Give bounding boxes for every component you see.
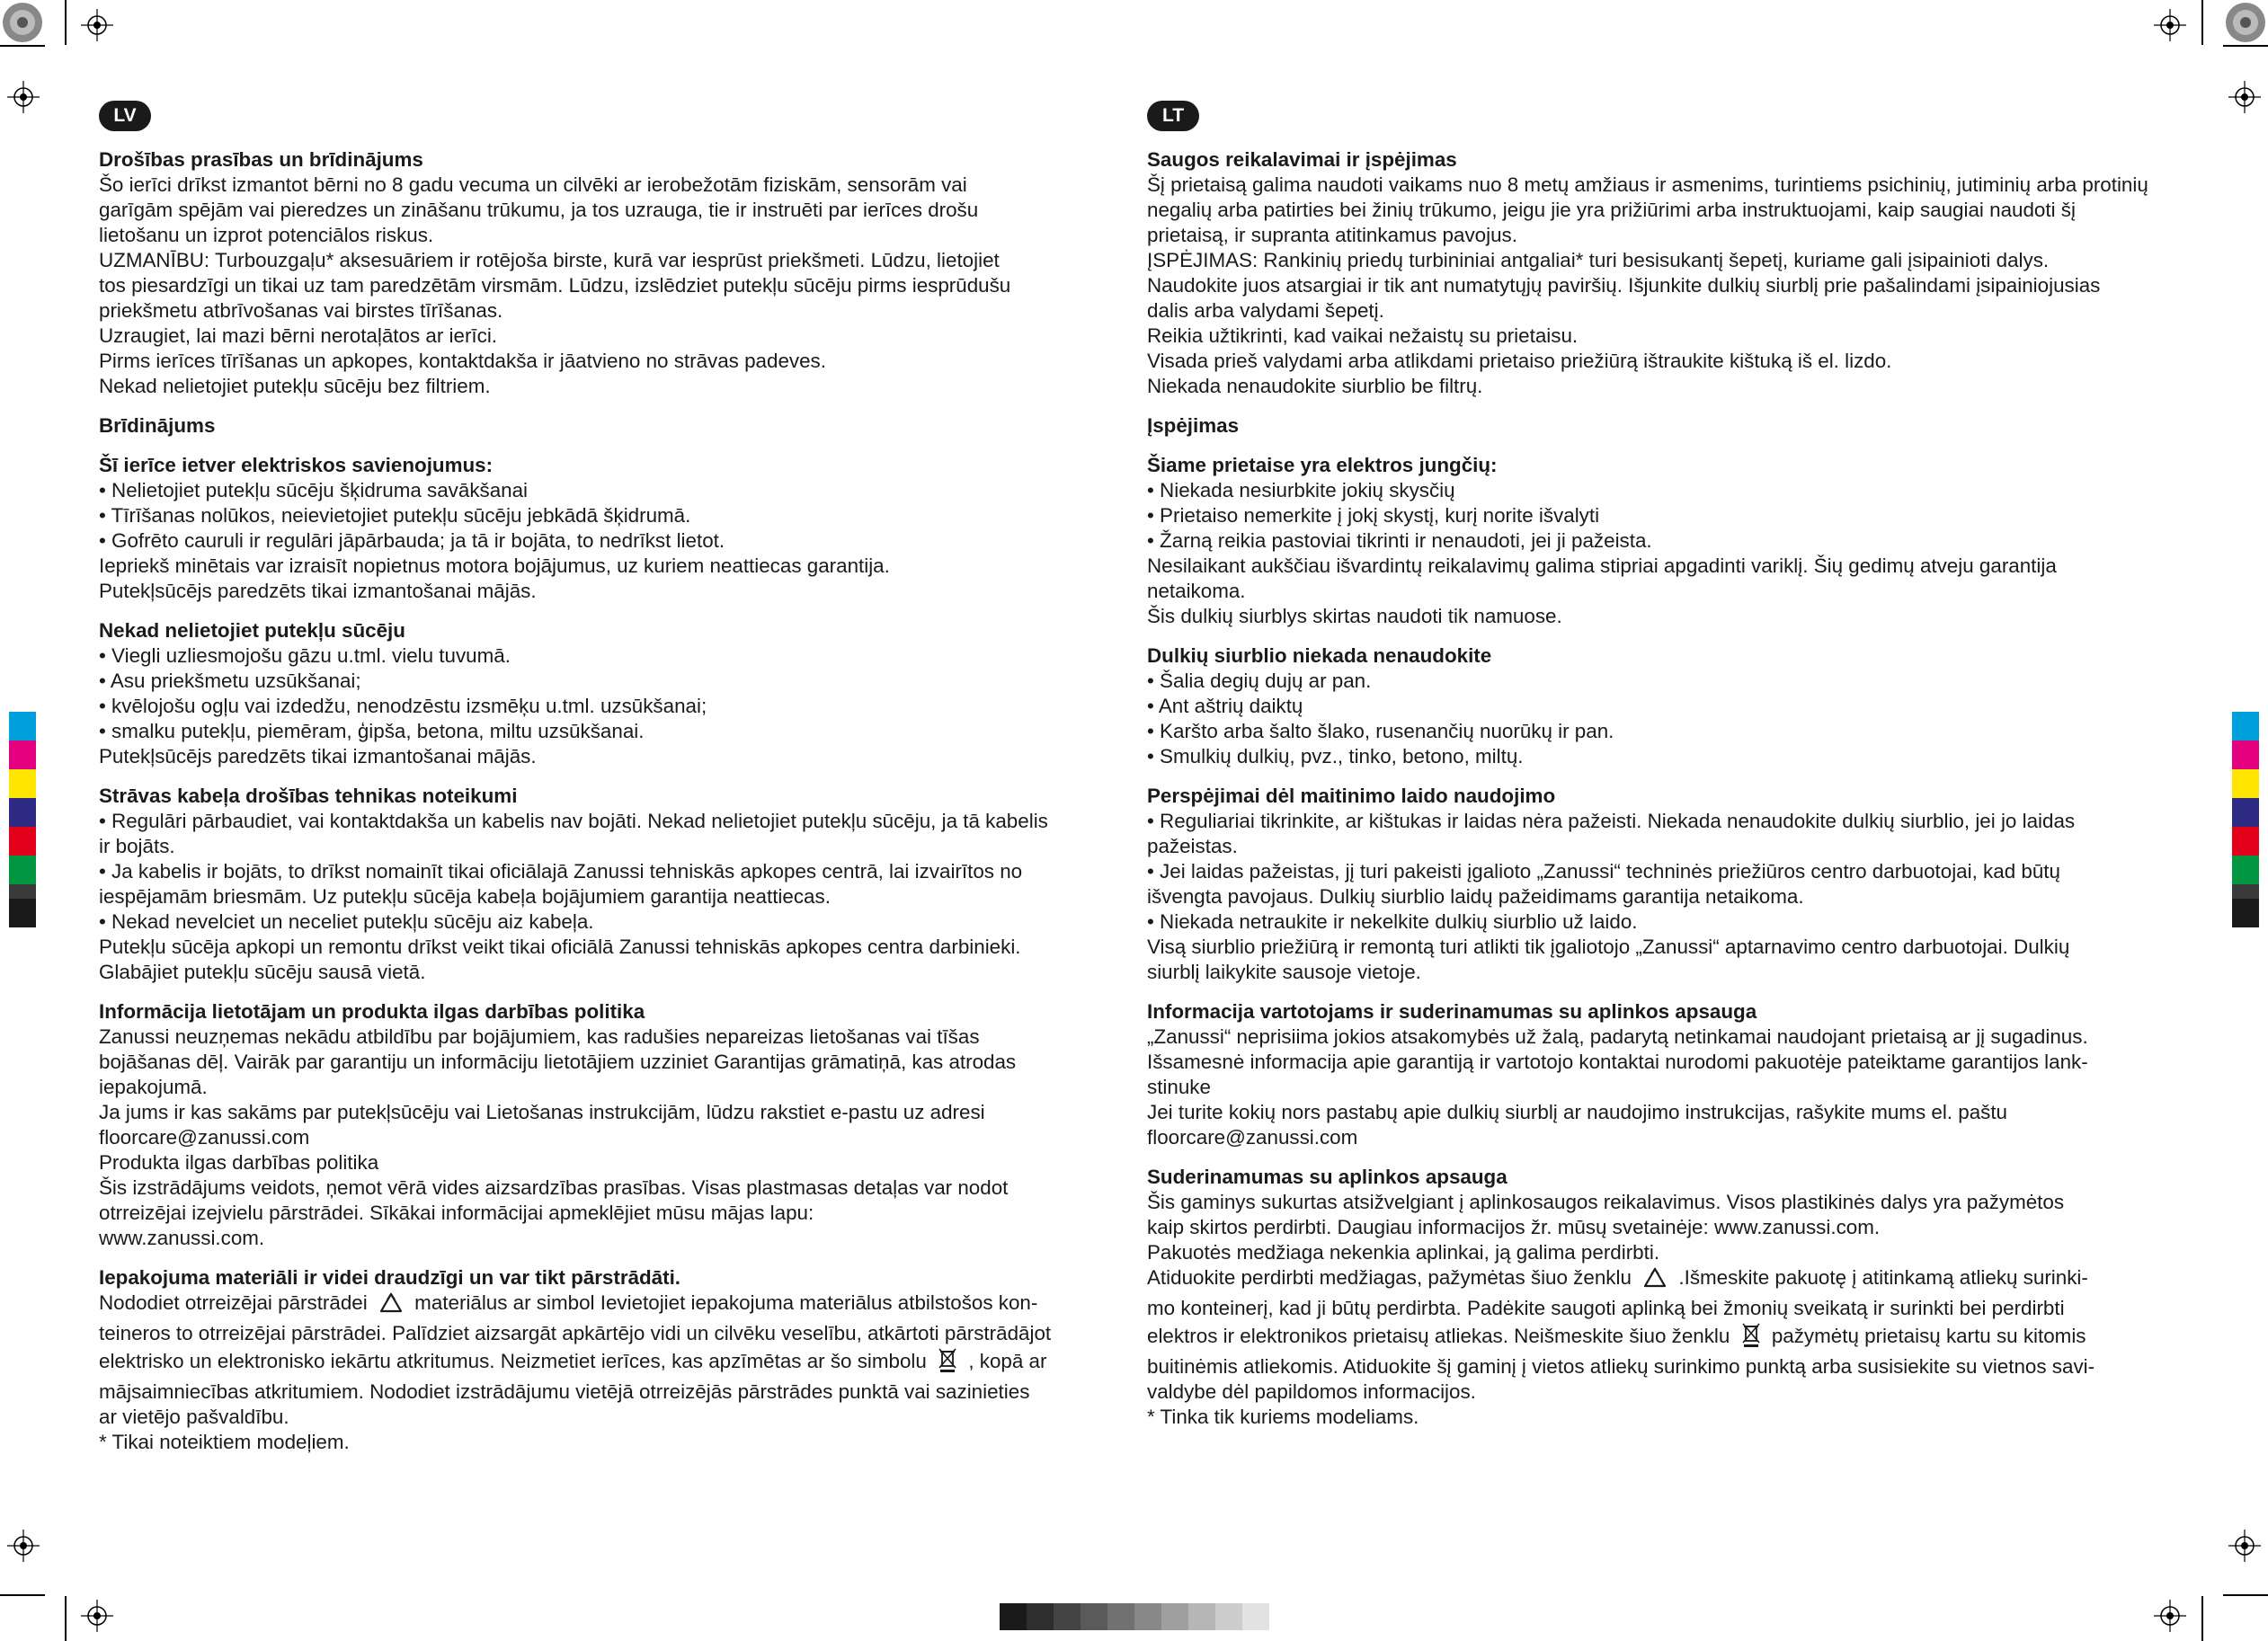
section-title: Nekad nelietojiet putekļu sūcēju [99, 619, 405, 642]
section-never-use-lv [99, 618, 1124, 769]
registration-mark-icon [2228, 1530, 2261, 1562]
section-electrical-lv [99, 453, 1124, 604]
section-title: Informacija vartotojams ir suderinamumas su aplinkos apsauga [1147, 1000, 1757, 1023]
environment-line-2: mo konteinerį, kad ji būtų perdirbta. Padėkite saugoti aplinką bei žmonių sveikatą ir surinkti bei perdirbti [1147, 1297, 2065, 1319]
crossed-bin-icon [938, 1346, 957, 1379]
section-title: Drošības prasības un brīdinājums [99, 148, 423, 171]
language-badge-lv: LV [99, 101, 151, 131]
star-target-icon [0, 0, 45, 45]
section-environment-lt [1147, 1165, 2172, 1430]
registration-mark-icon [7, 1530, 40, 1562]
registration-mark-icon [81, 9, 113, 41]
crop-line [0, 1594, 45, 1596]
section-info-lt [1147, 999, 2172, 1150]
crop-line [2201, 1596, 2203, 1641]
column-lv [99, 101, 1124, 1469]
environment-line-1: Atiduokite perdirbti medžiagas, pažymėtas šiuo ženklu .Išmeskite pakuotę į atitinkamą atliekų surinki- [1147, 1265, 2172, 1296]
section-title: Perspėjimai dėl maitinimo laido naudojimo [1147, 785, 1556, 807]
packaging-rest: mājsaimniecības atkritumiem. Nododiet izstrādājumu vietējā otrreizējās pārstrādes punktā vai sazinieties ar vietējo pašvaldību. * Tikai noteiktiem modeļiem. [99, 1380, 1030, 1453]
section-title: Dulkių siurblio niekada nenaudokite [1147, 644, 1492, 667]
section-title: Suderinamumas su aplinkos apsauga [1147, 1166, 1508, 1188]
crop-line [0, 45, 45, 47]
section-body: Šo ierīci drīkst izmantot bērni no 8 gadu vecuma un cilvēki ar ierobežotām fiziskām, sensorām vai garīgām spējām vai pieredzes un zināšanu trūkumu, ja tos uzrauga, tie ir instruēti par ierīces drošu lietošanu un izprot potenciālos riskus. UZMANĪBU: Turbouzgaļu* aksesuāriem ir rotējoša birste, kurā var iesprūst priekšmeti. Lūdzu, lietojiet tos piesardzīgi un tikai uz tam paredzētām virsmām. Lūdzu, izslēdziet putekļu sūcēju pirms iesprūdušu priekšmetu atbrīvošanas vai birstes tīrīšanas. Uzraugiet, lai mazi bērni nerotaļātos ar ierīci. Pirms ierīces tīrīšanas un apkopes, kontaktdakša ir jāatvieno no strāvas padeves. Nekad nelietojiet putekļu sūcēju bez filtriem. [99, 173, 1011, 397]
section-title: Šiame prietaise yra elektros jungčių: [1147, 454, 1498, 476]
section-title: Įspėjimas [1147, 414, 1240, 437]
section-safety-lt [1147, 147, 2172, 399]
registration-mark-icon [2154, 1600, 2186, 1632]
crop-line [2223, 45, 2268, 47]
section-never-use-lt [1147, 643, 2172, 769]
section-warning-lv [99, 413, 1124, 439]
section-body: • Regulāri pārbaudiet, vai kontaktdakša un kabelis nav bojāti. Nekad nelietojiet putekļu sūcēju, ja tā kabelis ir bojāts. • Ja kabelis ir bojāts, to drīkst nomainīt tikai oficiālajā Zanussi tehniskās apkopes centrā, lai izvairītos no iespējamām briesmām. Uz putekļu sūcēja kabeļa bojājumiem garantija neattiecas. • Nekad nevelciet un neceliet putekļu sūcēju aiz kabeļa. Putekļu sūcēja apkopi un remontu drīkst veikt tikai oficiālā Zanussi tehniskās apkopes centra darbinieki. Glabājiet putekļu sūcēju sausā vietā. [99, 810, 1048, 983]
section-warning-lt [1147, 413, 2172, 439]
section-title: Informācija lietotājam un produkta ilgas darbības politika [99, 1000, 645, 1023]
registration-mark-icon [2228, 81, 2261, 113]
section-title: Saugos reikalavimai ir įspėjimas [1147, 148, 1457, 171]
section-body: Zanussi neuzņemas nekādu atbildību par bojājumiem, kas radušies nepareizas lietošanas vai tīšas bojāšanas dēļ. Vairāk par garantiju un informāciju lietotājiem uzziniet Garantijas grāmatiņā, kas atrodas iepakojumā. Ja jums ir kas sakāms par putekļsūcēju vai Lietošanas instrukcijām, lūdzu rakstiet e-pastu uz adresi floorcare@zanussi.com Produkta ilgas darbības politika Šis izstrādājums veidots, ņemot vērā vides aizsardzības prasības. Visas plastmasas detaļas var nodot otrreizējai izejvielu pārstrādei. Sīkākai informācijai apmeklējiet mūsu mājas lapu: www.zanussi.com. [99, 1025, 1017, 1249]
crop-line [65, 1596, 67, 1641]
crossed-bin-icon [1741, 1321, 1761, 1354]
section-body: „Zanussi“ neprisiima jokios atsakomybės už žalą, padarytą netinkamai naudojant prietaisą ar jį sugadinus. Išsamesnė informacija apie garantiją ir vartotojo kontaktai nurodomi pakuotėje pateiktame garantijos lank- stinuke Jei turite kokių nors pastabų apie dulkių siurblį ar naudojimo instrukcijas, rašykite mums el. paštu floorcare@zanussi.com [1147, 1025, 2088, 1149]
crop-line [2223, 1594, 2268, 1596]
section-electrical-lt [1147, 453, 2172, 629]
registration-mark-icon [2154, 9, 2186, 41]
section-body: • Šalia degių dujų ar pan. • Ant aštrių daiktų • Karšto arba šalto šlako, rusenančių nuorūkų ir pan. • Smulkių dulkių, pvz., tinko, betono, miltų. [1147, 670, 1614, 767]
star-target-icon [2223, 0, 2268, 45]
crop-line [2201, 0, 2203, 45]
column-lt [1147, 101, 2172, 1444]
section-title: Šī ierīce ietver elektriskos savienojumus: [99, 454, 494, 476]
environment-line-3: elektros ir elektronikos prietaisų atliekas. Neišmeskite šiuo ženklu pažymėtų prietaisų kartu su kitomis [1147, 1321, 2172, 1354]
section-cable-lv [99, 784, 1124, 985]
section-body: Šis gaminys sukurtas atsižvelgiant į aplinkosaugos reikalavimus. Visos plastikinės dalys yra pažymėtos kaip skirtos perdirbti. Daugiau informacijos žr. mūsų svetainėje: www.zanussi.com. Pakuotės medžiaga nekenkia aplinkai, ją galima perdirbti. [1147, 1191, 2065, 1264]
crop-line [65, 0, 67, 45]
section-body: • Niekada nesiurbkite jokių skysčių • Prietaiso nemerkite į jokį skystį, kurį norite išvalyti • Žarną reikia pastoviai tikrinti ir nenaudoti, jei ji pažeista. Nesilaikant aukščiau išvardintų reikalavimų galima stipriai apgadinti variklį. Šių gedimų atveju garantija netaikoma. Šis dulkių siurblys skirtas naudoti tik namuose. [1147, 479, 2057, 627]
environment-rest: buitinėmis atliekomis. Atiduokite šį gaminį į vietos atliekų surinkimo punktą arba susisiekite su vietnos savi- valdybe dėl papildomos informacijos. * Tinka tik kuriems modeliams. [1147, 1355, 2095, 1428]
recycle-icon [1642, 1266, 1668, 1296]
section-body: • Reguliariai tikrinkite, ar kištukas ir laidas nėra pažeisti. Niekada nenaudokite dulkių siurblio, jei jo laidas pažeistas. • Jei laidas pažeistas, jį turi pakeisti įgalioto „Zanussi“ techninės priežiūros centro darbuotojai, kad būtų išvengta pavojaus. Dulkių siurblio laidų pažeidimams garantija netaikoma. • Niekada netraukite ir nekelkite dulkių siurblio už laido. Visą siurblio priežiūrą ir remontą turi atlikti tik įgaliotojo „Zanussi“ aptarnavimo centro darbuotojai. Dulkių siurblį laikykite sausoje vietoje. [1147, 810, 2076, 983]
registration-mark-icon [7, 81, 40, 113]
section-safety-lv [99, 147, 1124, 399]
language-badge-lt: LT [1147, 101, 1199, 131]
packaging-line-3: elektrisko un elektronisko iekārtu atkritumus. Neizmetiet ierīces, kas apzīmētas ar šo simbolu , kopā ar [99, 1346, 1124, 1379]
section-info-lv [99, 999, 1124, 1251]
section-title: Iepakojuma materiāli ir videi draudzīgi un var tikt pārstrādāti. [99, 1266, 681, 1289]
packaging-line-1: Nododiet otrreizējai pārstrādei materiālus ar simbol Ievietojiet iepakojuma materiālus atbilstošos kon- [99, 1291, 1124, 1321]
packaging-line-2: teineros to otrreizējai pārstrādei. Palīdziet aizsargāt apkārtējo vidi un cilvēku veselību, atkārtoti pārstrādājot [99, 1322, 1052, 1344]
section-title: Strāvas kabeļa drošības tehnikas noteikumi [99, 785, 518, 807]
recycle-icon [378, 1291, 404, 1321]
section-body: Šį prietaisą galima naudoti vaikams nuo 8 metų amžiaus ir asmenims, turintiems psichinių, jutiminių arba protinių negalių arba patirties bei žinių trūkumo, jeigu jie yra prižiūrimi arba instruktuojami, kaip saugiai naudoti šį prietaisą, ir supranta atitinkamus pavojus. ĮSPĖJIMAS: Rankinių priedų turbininiai antgaliai* turi besisukantį šepetį, kuriame gali įsipainioti dalys. Naudokite juos atsargiai ir tik ant numatytųjų paviršių. Išjunkite dulkių siurblį prie pašalindami įsipainiojusias dalis arba valydami šepetį. Reikia užtikrinti, kad vaikai nežaistų su prietaisu. Visada prieš valydami arba atlikdami prietaiso priežiūrą ištraukite kištuką iš el. lizdo. Niekada nenaudokite siurblio be filtrų. [1147, 173, 2148, 397]
registration-mark-icon [81, 1600, 113, 1632]
section-body: • Nelietojiet putekļu sūcēju šķidruma savākšanai • Tīrīšanas nolūkos, neievietojiet putekļu sūcēju jebkādā šķidrumā. • Gofrēto cauruli ir regulāri jāpārbauda; ja tā ir bojāta, to nedrīkst lietot. Iepriekš minētais var izraisīt nopietnus motora bojājumus, uz kuriem neattiecas garantija. Putekļsūcējs paredzēts tikai izmantošanai mājās. [99, 479, 890, 602]
section-cable-lt [1147, 784, 2172, 985]
section-body: • Viegli uzliesmojošu gāzu u.tml. vielu tuvumā. • Asu priekšmetu uzsūkšanai; • kvēlojošu ogļu vai izdedžu, nenodzēstu izsmēķu u.tml. uzsūkšanai; • smalku putekļu, piemēram, ģipša, betona, miltu uzsūkšanai. Putekļsūcējs paredzēts tikai izmantošanai mājās. [99, 644, 707, 767]
section-title: Brīdinājums [99, 414, 216, 437]
section-packaging-lv [99, 1265, 1124, 1455]
